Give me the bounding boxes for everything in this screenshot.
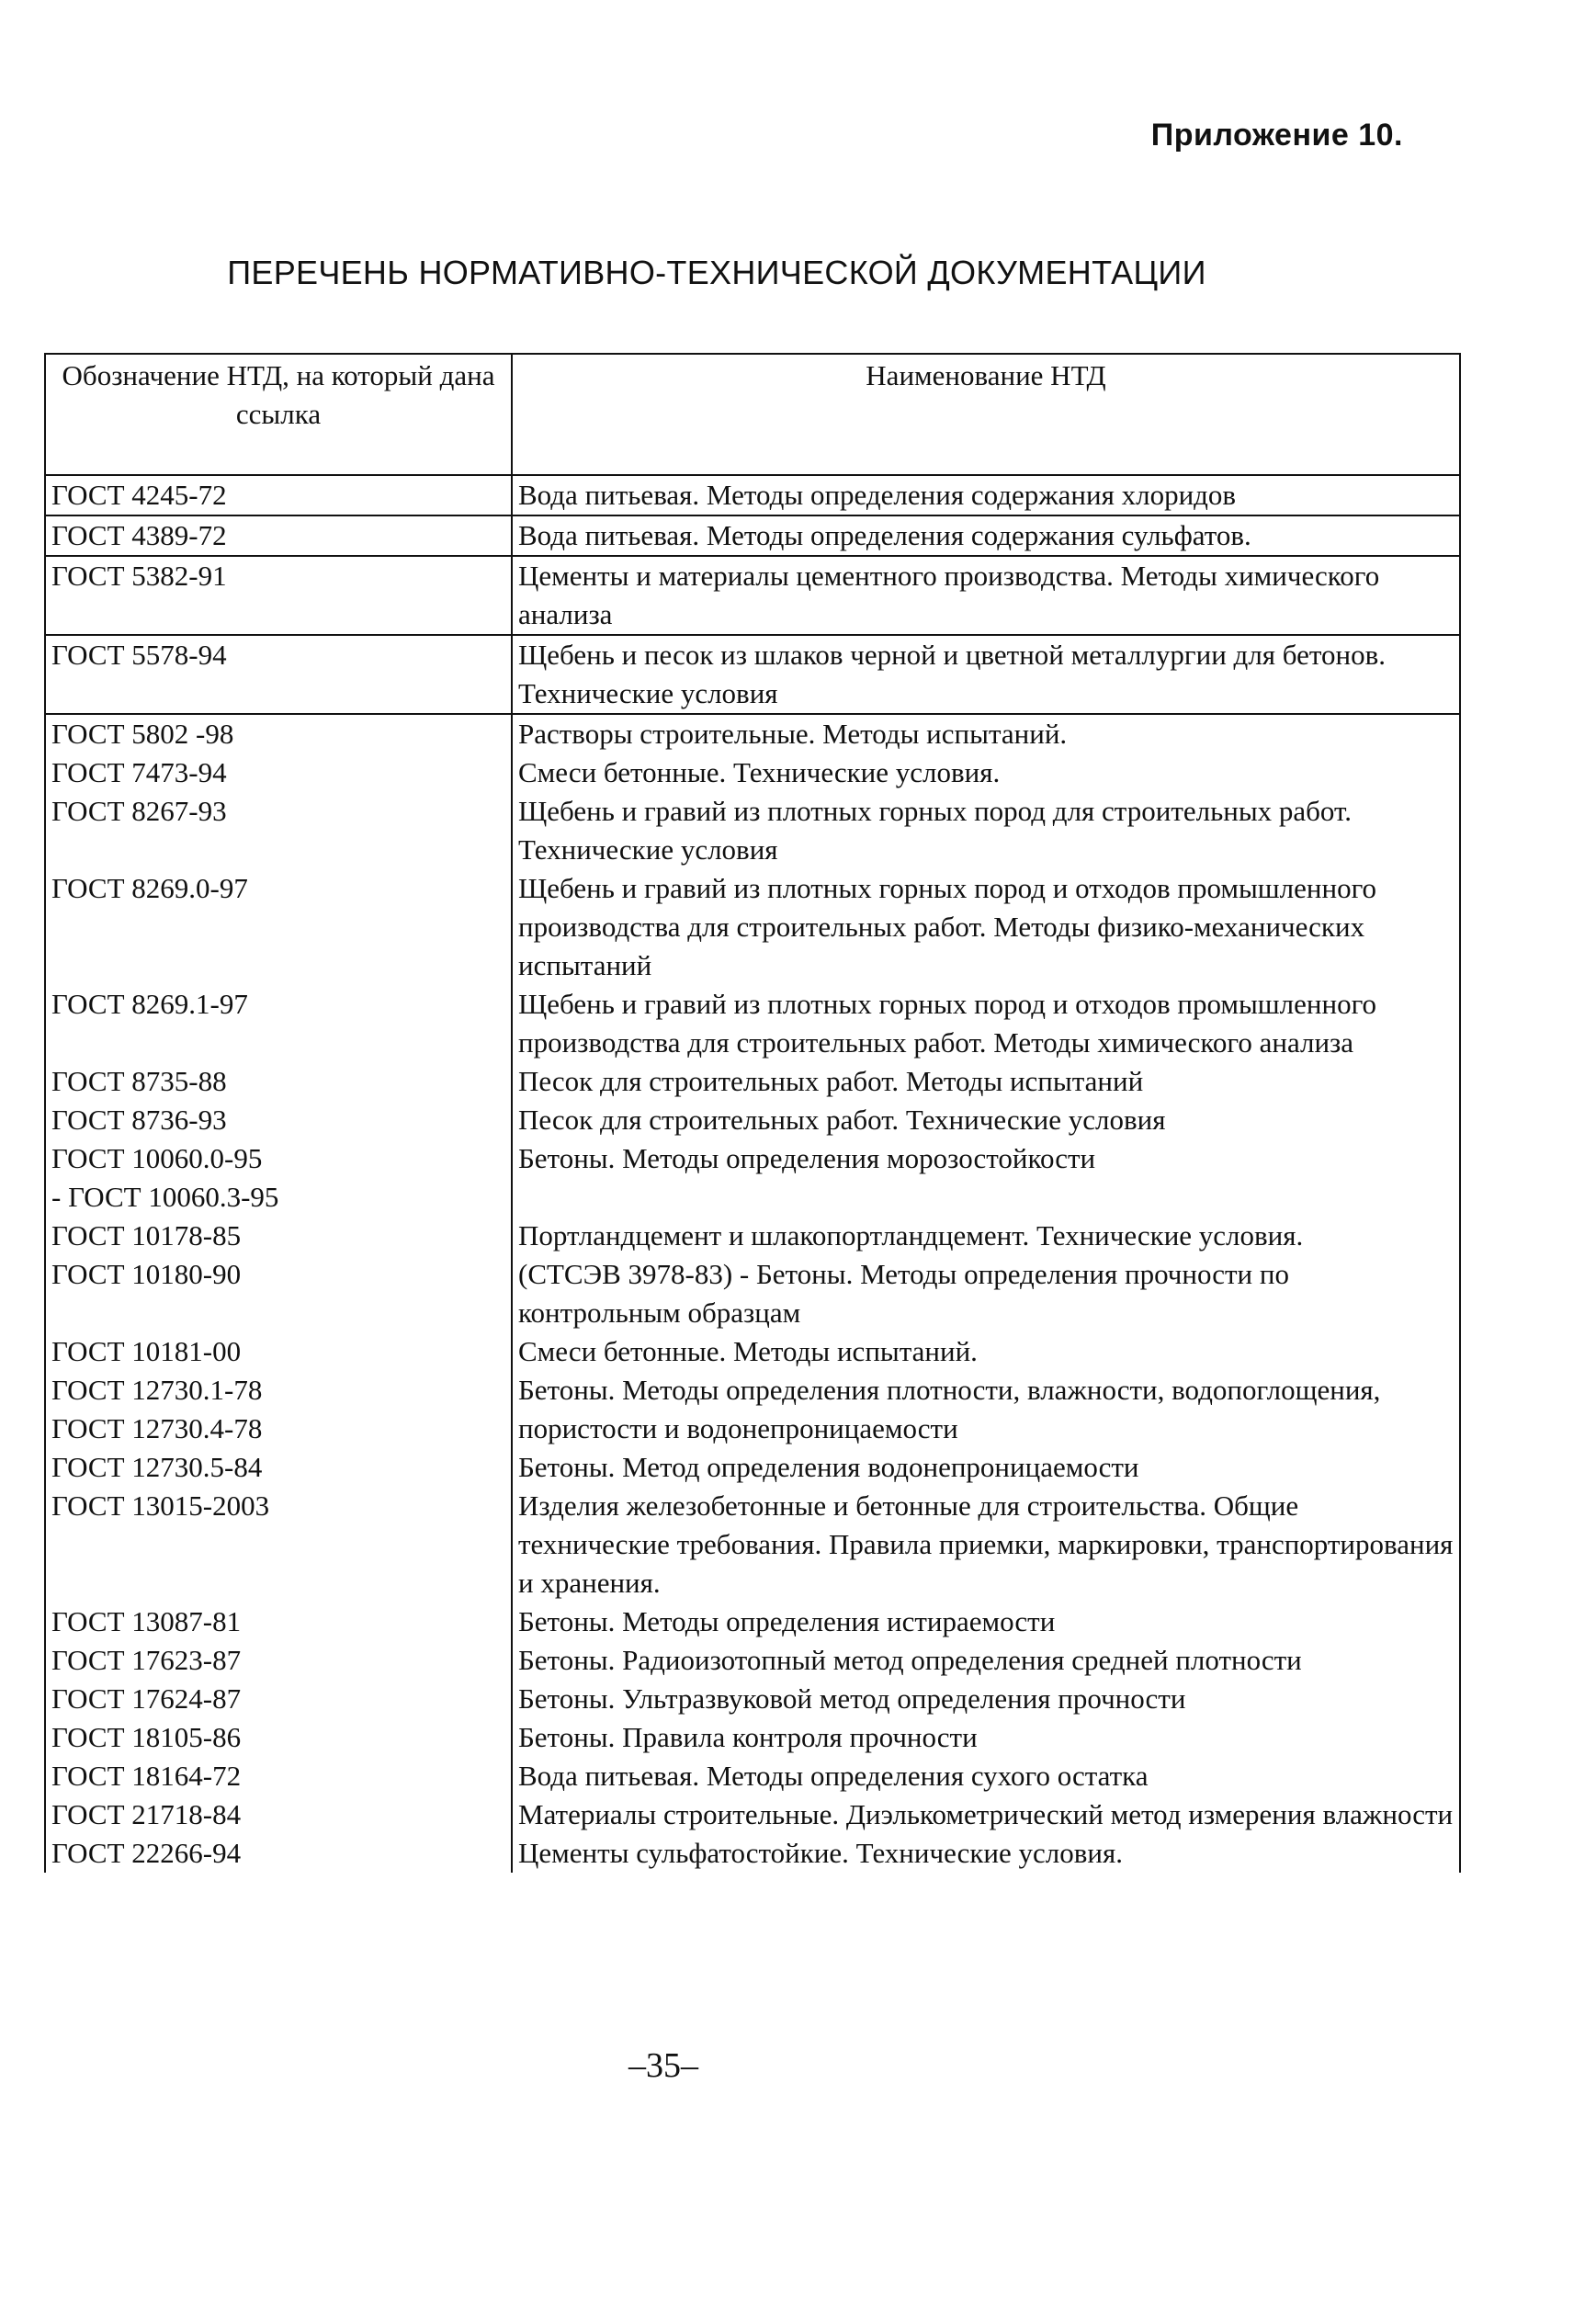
ntd-code-cell: ГОСТ 8735-88 <box>45 1062 512 1101</box>
ntd-name-cell: Песок для строительных работ. Технические условия <box>512 1101 1460 1139</box>
ntd-code-cell: ГОСТ 8269.1-97 <box>45 985 512 1062</box>
ntd-name-cell: Цементы и материалы цементного производства. Методы химического анализа <box>512 556 1460 635</box>
ntd-code-cell: ГОСТ 8736-93 <box>45 1101 512 1139</box>
table-row <box>45 714 1460 753</box>
table-row <box>45 1680 1460 1718</box>
ntd-code-cell: ГОСТ 10178-85 <box>45 1217 512 1255</box>
table-row <box>45 792 1460 869</box>
table-row <box>45 1757 1460 1795</box>
page-number: –35– <box>628 2046 698 2085</box>
ntd-name-cell: Щебень и гравий из плотных горных пород для строительных работ. Технические условия <box>512 792 1460 869</box>
ntd-name-cell: (СТСЭВ 3978-83) - Бетоны. Методы определения прочности по контрольным образцам <box>512 1255 1460 1332</box>
table-row <box>45 1255 1460 1332</box>
ntd-name-cell: Изделия железобетонные и бетонные для строительства. Общие технические требования. Правила приемки, маркировки, транспортирования и хранения. <box>512 1487 1460 1603</box>
ntd-code-cell: ГОСТ 10181-00 <box>45 1332 512 1371</box>
ntd-name-cell: Бетоны. Метод определения водонепроницаемости <box>512 1448 1460 1487</box>
ntd-name-cell: Смеси бетонные. Методы испытаний. <box>512 1332 1460 1371</box>
ntd-code-cell: ГОСТ 8269.0-97 <box>45 869 512 985</box>
ntd-name-cell: Бетоны. Методы определения истираемости <box>512 1603 1460 1641</box>
table-row <box>45 1795 1460 1834</box>
table-row <box>45 753 1460 792</box>
table-row <box>45 635 1460 714</box>
ntd-name-cell: Бетоны. Методы определения плотности, влажности, водопоглощения, пористости и водонепроницаемости <box>512 1371 1460 1448</box>
table-row <box>45 1718 1460 1757</box>
ntd-name-cell: Вода питьевая. Методы определения содержания сульфатов. <box>512 515 1460 556</box>
ntd-name-cell: Щебень и гравий из плотных горных пород и отходов промышленного производства для строительных работ. Методы физико-механических испытаний <box>512 869 1460 985</box>
ntd-name-cell: Щебень и гравий из плотных горных пород и отходов промышленного производства для строительных работ. Методы химического анализа <box>512 985 1460 1062</box>
ntd-code-cell: ГОСТ 10180-90 <box>45 1255 512 1332</box>
ntd-table-container <box>44 353 1459 1873</box>
table-row <box>45 515 1460 556</box>
ntd-code-cell: ГОСТ 17624-87 <box>45 1680 512 1718</box>
header-code: Обозначение НТД, на который дана ссылка <box>45 354 512 475</box>
ntd-code-cell: ГОСТ 12730.1-78 ГОСТ 12730.4-78 <box>45 1371 512 1448</box>
ntd-code-cell: ГОСТ 13087-81 <box>45 1603 512 1641</box>
ntd-code-cell: ГОСТ 12730.5-84 <box>45 1448 512 1487</box>
table-row <box>45 1834 1460 1873</box>
ntd-name-cell: Вода питьевая. Методы определения сухого остатка <box>512 1757 1460 1795</box>
table-body <box>45 475 1460 1873</box>
table-row <box>45 1101 1460 1139</box>
table-row <box>45 1062 1460 1101</box>
table-header-row <box>45 354 1460 475</box>
ntd-code-cell: ГОСТ 8267-93 <box>45 792 512 869</box>
ntd-name-cell: Цементы сульфатостойкие. Технические условия. <box>512 1834 1460 1873</box>
ntd-name-cell: Растворы строительные. Методы испытаний. <box>512 714 1460 753</box>
ntd-table <box>44 353 1461 1873</box>
table-row <box>45 1139 1460 1217</box>
ntd-code-cell: ГОСТ 13015-2003 <box>45 1487 512 1603</box>
table-row <box>45 475 1460 515</box>
document-title: ПЕРЕЧЕНЬ НОРМАТИВНО-ТЕХНИЧЕСКОЙ ДОКУМЕНТАЦИИ <box>227 254 1206 291</box>
ntd-code-cell: ГОСТ 5578-94 <box>45 635 512 714</box>
table-row <box>45 1332 1460 1371</box>
ntd-name-cell: Бетоны. Радиоизотопный метод определения средней плотности <box>512 1641 1460 1680</box>
ntd-code-cell: ГОСТ 21718-84 <box>45 1795 512 1834</box>
header-name: Наименование НТД <box>512 354 1460 475</box>
ntd-code-cell: ГОСТ 17623-87 <box>45 1641 512 1680</box>
ntd-name-cell: Бетоны. Методы определения морозостойкости <box>512 1139 1460 1217</box>
ntd-code-cell: ГОСТ 5802 -98 <box>45 714 512 753</box>
table-row <box>45 1448 1460 1487</box>
ntd-name-cell: Песок для строительных работ. Методы испытаний <box>512 1062 1460 1101</box>
ntd-code-cell: ГОСТ 22266-94 <box>45 1834 512 1873</box>
appendix-label: Приложение 10. <box>1150 118 1403 153</box>
table-row <box>45 869 1460 985</box>
ntd-code-cell: ГОСТ 7473-94 <box>45 753 512 792</box>
ntd-code-cell: ГОСТ 18105-86 <box>45 1718 512 1757</box>
ntd-code-cell: ГОСТ 18164-72 <box>45 1757 512 1795</box>
table-row <box>45 1641 1460 1680</box>
table-row <box>45 1603 1460 1641</box>
ntd-code-cell: ГОСТ 4389-72 <box>45 515 512 556</box>
ntd-name-cell: Смеси бетонные. Технические условия. <box>512 753 1460 792</box>
table-row <box>45 1371 1460 1448</box>
ntd-name-cell: Вода питьевая. Методы определения содержания хлоридов <box>512 475 1460 515</box>
ntd-code-cell: ГОСТ 5382-91 <box>45 556 512 635</box>
ntd-name-cell: Портландцемент и шлакопортландцемент. Технические условия. <box>512 1217 1460 1255</box>
ntd-code-cell: ГОСТ 10060.0-95 - ГОСТ 10060.3-95 <box>45 1139 512 1217</box>
ntd-name-cell: Бетоны. Ультразвуковой метод определения прочности <box>512 1680 1460 1718</box>
ntd-code-cell: ГОСТ 4245-72 <box>45 475 512 515</box>
ntd-name-cell: Щебень и песок из шлаков черной и цветной металлургии для бетонов. Технические условия <box>512 635 1460 714</box>
table-row <box>45 556 1460 635</box>
table-row <box>45 985 1460 1062</box>
table-row <box>45 1487 1460 1603</box>
table-row <box>45 1217 1460 1255</box>
ntd-name-cell: Бетоны. Правила контроля прочности <box>512 1718 1460 1757</box>
ntd-name-cell: Материалы строительные. Диэлькометрический метод измерения влажности <box>512 1795 1460 1834</box>
